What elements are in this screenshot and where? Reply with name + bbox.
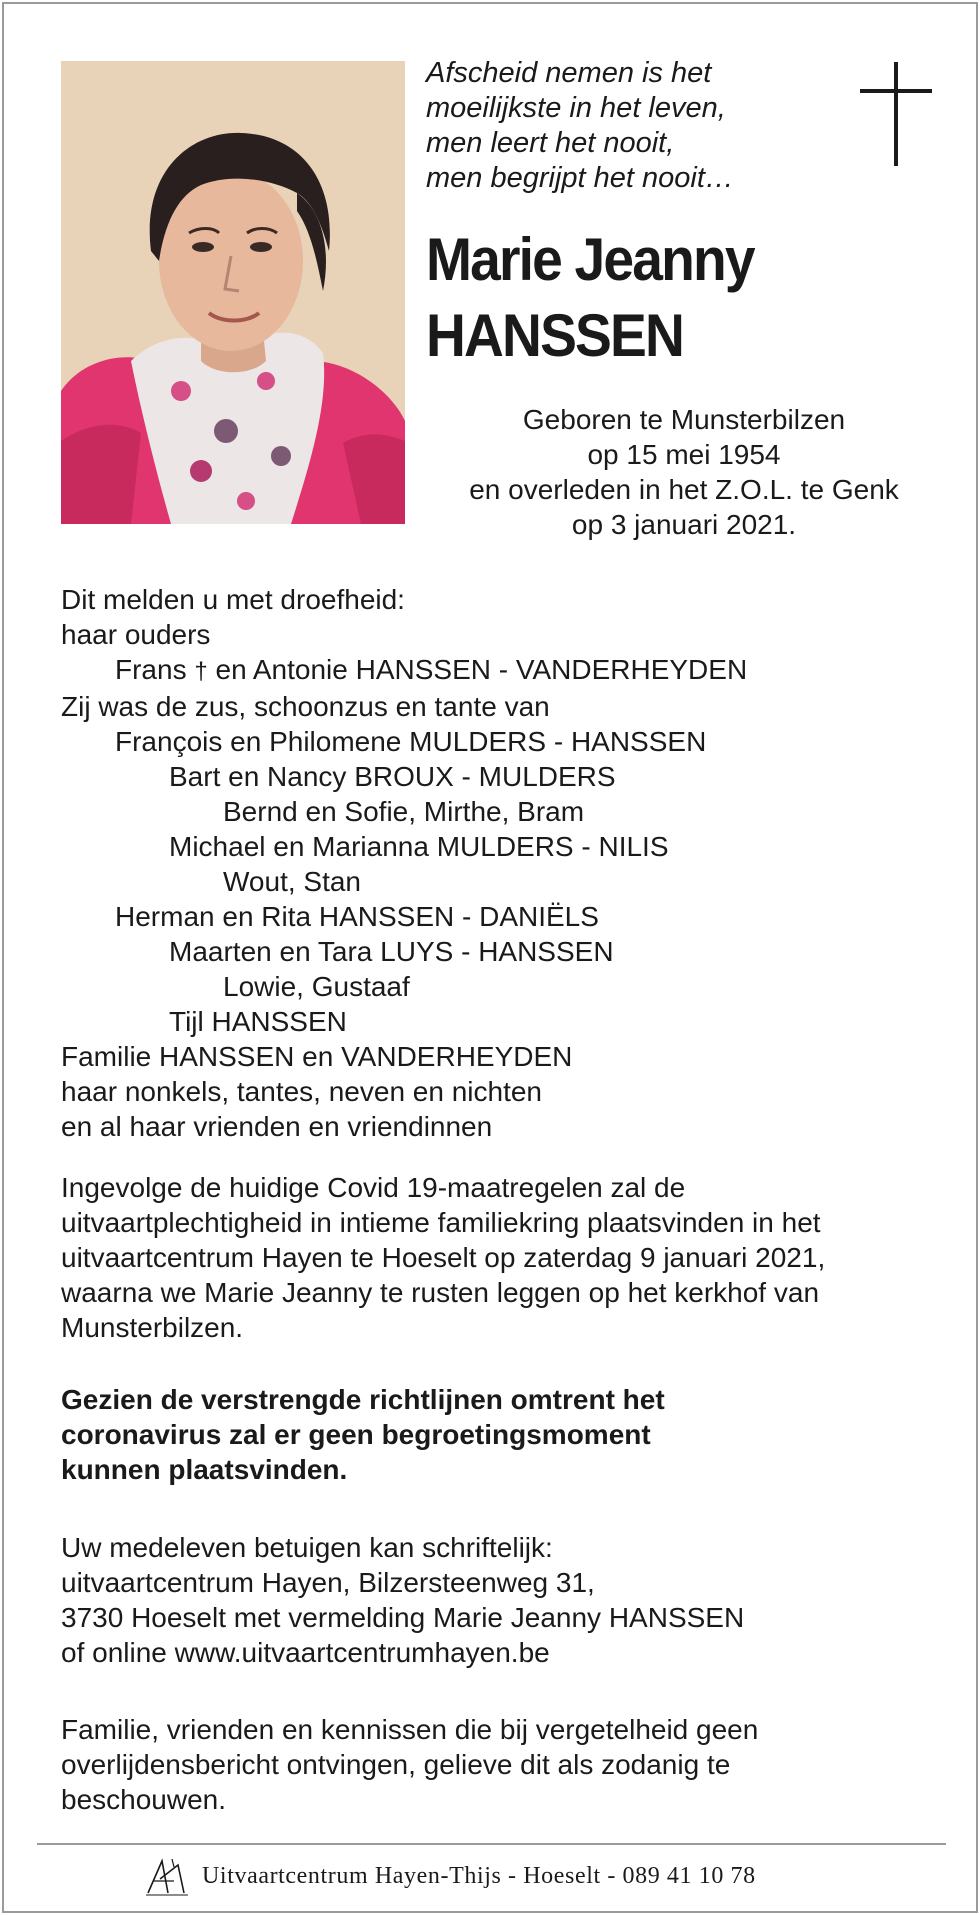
funeral-home-footer: Uitvaartcentrum Hayen-Thijs - Hoeselt - 089 41 10 78 xyxy=(202,1863,756,1889)
covid-notice-line: Gezien de verstrengde richtlijnen omtrent het xyxy=(61,1384,665,1415)
deceased-mark-icon: † xyxy=(194,658,208,685)
relative-line: Lowie, Gustaaf xyxy=(223,971,410,1002)
poem-line: Afscheid nemen is het xyxy=(426,57,712,89)
portrait-photo xyxy=(61,61,405,524)
footer-divider xyxy=(37,1843,946,1845)
condolences-info xyxy=(61,1530,941,1670)
funeral-notice-line: Ingevolge de huidige Covid 19-maatregelen zal de xyxy=(61,1172,686,1203)
closing-line: haar nonkels, tantes, neven en nichten xyxy=(61,1076,543,1107)
relative-line: Maarten en Tara LUYS - HANSSEN xyxy=(169,936,614,967)
funeral-notice-line: Munsterbilzen. xyxy=(61,1312,244,1343)
relative-line: Bart en Nancy BROUX - MULDERS xyxy=(169,761,616,792)
closing-line: en al haar vrienden en vriendinnen xyxy=(61,1111,493,1142)
deceased-name xyxy=(426,222,904,374)
cross-icon xyxy=(860,62,932,166)
funeral-notice-line: waarna we Marie Jeanny te rusten leggen op het kerkhof van xyxy=(61,1277,820,1308)
birth-date: op 15 mei 1954 xyxy=(587,439,781,470)
relative-line: François en Philomene MULDERS - HANSSEN xyxy=(115,726,707,757)
farewell-poem xyxy=(426,56,846,196)
relative-line: Wout, Stan xyxy=(223,866,362,897)
portrait-illustration xyxy=(61,61,405,524)
covid-notice-line: kunnen plaatsvinden. xyxy=(61,1454,348,1485)
poem-line: men begrijpt het nooit… xyxy=(426,162,734,194)
funeral-notice xyxy=(61,1170,941,1345)
death-place: en overleden in het Z.O.L. te Genk xyxy=(469,474,899,505)
parents-label: haar ouders xyxy=(61,619,211,650)
condolences-line: of online www.uitvaartcentrumhayen.be xyxy=(61,1637,550,1668)
parents-names xyxy=(61,652,941,689)
death-date: op 3 januari 2021. xyxy=(571,509,797,540)
family-announcement xyxy=(61,582,941,1144)
covid-notice-line: coronavirus zal er geen begroetingsmoment xyxy=(61,1419,651,1450)
poem-line: moeilijkste in het leven, xyxy=(426,92,726,124)
condolences-line: uitvaartcentrum Hayen, Bilzersteenweg 31, xyxy=(61,1567,595,1598)
disclaimer-line: overlijdensbericht ontvingen, gelieve dit als zodanig te xyxy=(61,1749,731,1780)
disclaimer-line: beschouwen. xyxy=(61,1784,227,1815)
announcement-intro: Dit melden u met droefheid: xyxy=(61,584,405,615)
covid-notice xyxy=(61,1382,941,1487)
closing-line: Familie HANSSEN en VANDERHEYDEN xyxy=(61,1041,573,1072)
father-name: Frans xyxy=(115,654,187,685)
deceased-first-names: Marie Jeanny xyxy=(426,226,754,293)
relative-line: Michael en Marianna MULDERS - NILIS xyxy=(169,831,669,862)
birth-death-details xyxy=(424,402,944,542)
condolences-line: 3730 Hoeselt met vermelding Marie Jeanny HANSSEN xyxy=(61,1602,745,1633)
parents-rest: en Antonie HANSSEN - VANDERHEYDEN xyxy=(215,654,748,685)
deceased-surname: HANSSEN xyxy=(426,302,684,369)
funeral-notice-line: uitvaartplechtigheid in intieme familiekring plaatsvinden in het xyxy=(61,1207,821,1238)
disclaimer-line: Familie, vrienden en kennissen die bij vergetelheid geen xyxy=(61,1714,759,1745)
relative-line: Tijl HANSSEN xyxy=(169,1006,347,1037)
funeral-notice-line: uitvaartcentrum Hayen te Hoeselt op zaterdag 9 januari 2021, xyxy=(61,1242,826,1273)
relative-line: Bernd en Sofie, Mirthe, Bram xyxy=(223,796,585,827)
relative-line: Herman en Rita HANSSEN - DANIËLS xyxy=(115,901,599,932)
poem-line: men leert het nooit, xyxy=(426,127,675,159)
disclaimer xyxy=(61,1712,941,1817)
birth-place: Geboren te Munsterbilzen xyxy=(522,404,846,435)
siblings-label: Zij was de zus, schoonzus en tante van xyxy=(61,691,550,722)
condolences-line: Uw medeleven betuigen kan schriftelijk: xyxy=(61,1532,553,1563)
obituary-card xyxy=(2,2,978,1913)
hayen-logo-icon xyxy=(144,1855,190,1897)
